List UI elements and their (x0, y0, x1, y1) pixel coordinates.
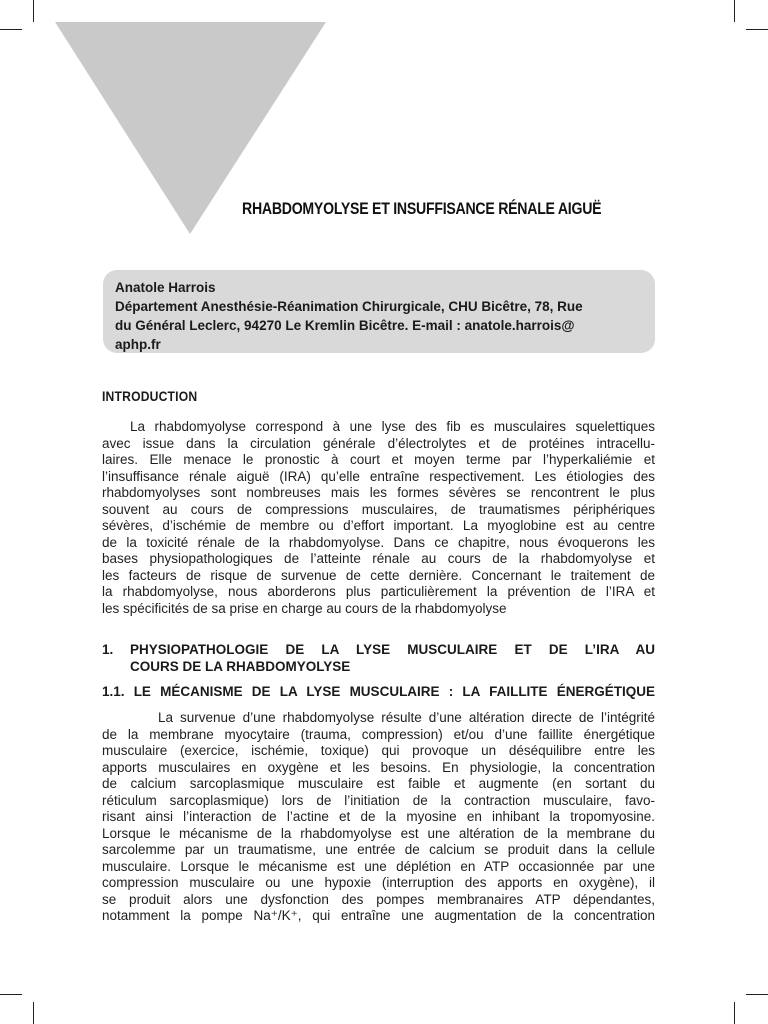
paragraph-line: compression musculaire ou une hypoxie (interruption des apports en oxygène), il (102, 875, 655, 890)
paragraph-line: réticulum sarcoplasmique) lors de l’initiation de la contraction musculaire, favo- (102, 792, 655, 808)
crop-mark-bottom-left-v (33, 1002, 34, 1024)
paragraph-line: avec issue dans la circulation générale d’électrolytes et de protéines intracellu- (102, 435, 655, 451)
paragraph-line: l’insuffisance rénale aiguë (IRA) qu’elle entraîne respectivement. Les étiologies des (102, 468, 655, 484)
author-affiliation-line: du Général Leclerc, 94270 Le Kremlin Bicêtre. E-mail : anatole.harrois@ (115, 318, 575, 333)
paragraph-line: notamment la pompe Na⁺/K⁺, qui entraîne une augmentation de la concentration (102, 908, 655, 923)
introduction-paragraph (102, 419, 655, 617)
paragraph-line: musculaire (exercice, ischémie, toxique) qui provoque un déséquilibre entre les (102, 743, 655, 758)
author-box (103, 270, 655, 353)
paragraph-line: les facteurs de risque de survenue de cette dernière. Concernant le traitement de (102, 567, 655, 583)
crop-mark-bottom-right-v (734, 1002, 735, 1024)
paragraph-line: La survenue d’une rhabdomyolyse résulte d’une altération directe de l’intégrité (158, 710, 655, 725)
paragraph-line: laires. Elle menace le pronostic à court et moyen terme par l’hyperkaliémie et (102, 452, 655, 467)
crop-mark-bottom-left-h (0, 994, 22, 995)
introduction-heading: INTRODUCTION (102, 389, 198, 404)
chapter-title: RHABDOMYOLYSE ET INSUFFISANCE RÉNALE AIGUË (242, 199, 602, 218)
author-affiliation-line: Département Anesthésie-Réanimation Chirurgicale, CHU Bicêtre, 78, Rue (115, 299, 583, 314)
paragraph-line: se produit alors une dysfonction des pompes membranaires ATP dépendantes, (102, 891, 655, 907)
paragraph-line: apports musculaires en oxygène et les besoins. En physiologie, la concentration (102, 759, 655, 775)
paragraph-line: souvent au cours de compressions musculaires, de traumatismes périphériques (102, 501, 655, 517)
paragraph-line: bases physiopathologiques de l’atteinte rénale au cours de la rhabdomyolyse et (102, 551, 655, 566)
crop-mark-bottom-right-h (746, 994, 768, 995)
paragraph-line: les spécificités de sa prise en charge au cours de la rhabdomyolyse (102, 600, 507, 616)
section-title-line: PHYSIOPATHOLOGIE DE LA LYSE MUSCULAIRE ET DE L’IRA AU (130, 642, 655, 657)
paragraph-line: risant ainsi l’interaction de l’actine et de la myosine en inhibant la tropomyosine. (102, 809, 655, 824)
section-title-line: COURS DE LA RHABDOMYOLYSE (130, 659, 351, 674)
paragraph-line: La rhabdomyolyse correspond à une lyse des fib es musculaires squelettiques (130, 419, 655, 434)
paragraph-line: rhabdomyolyses sont nombreuses mais les formes sévères se rencontrent le plus (102, 485, 655, 500)
paragraph-line: sévères, d’ischémie de membre ou d’effort important. La myoglobine est au centre (102, 518, 655, 533)
paragraph-line: de la membrane myocytaire (trauma, compression) et/ou d’une faillite énergétique (102, 726, 655, 742)
author-affiliation-line: aphp.fr (115, 337, 161, 352)
paragraph-line: la rhabdomyolyse, nous aborderons plus particulièrement la prévention de l’IRA et (102, 584, 655, 599)
paragraph-line: de la toxicité rénale de la rhabdomyolyse. Dans ce chapitre, nous évoquerons les (102, 534, 655, 550)
paragraph-line: de calcium sarcoplasmique musculaire est faible et augmente (en sortant du (102, 776, 655, 791)
section-1-1-heading: 1.1. LE MÉCANISME DE LA LYSE MUSCULAIRE : LA FAILLITE ÉNERGÉTIQUE (102, 684, 655, 699)
author-name: Anatole Harrois (115, 280, 216, 295)
paragraph-line: sarcolemme par un traumatisme, une entrée de calcium se produit dans la cellule (102, 842, 655, 857)
section-1-1-paragraph (102, 710, 655, 925)
paragraph-line: Lorsque le mécanisme de la rhabdomyolyse est une altération de la membrane du (102, 825, 655, 841)
paragraph-line: musculaire. Lorsque le mécanisme est une déplétion en ATP occasionnée par une (102, 858, 655, 874)
section-number: 1. (102, 642, 114, 657)
